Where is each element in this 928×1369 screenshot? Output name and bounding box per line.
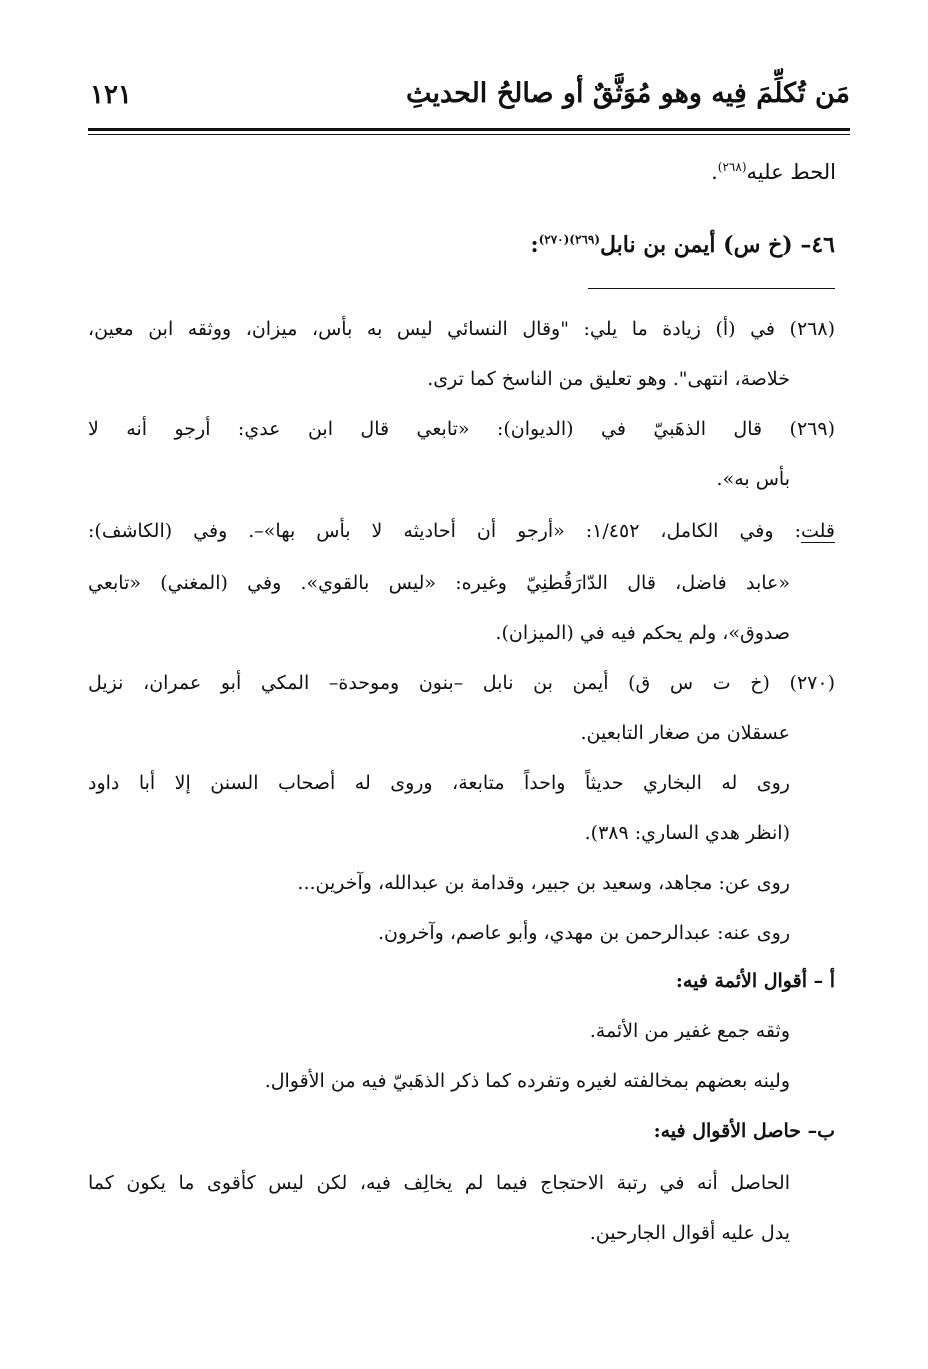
footnote-ref: (٢٦٨) xyxy=(717,160,747,174)
section-a-line-1: وثقه جمع غفير من الأئمة. xyxy=(589,1020,790,1042)
footnote-270-line-3: روى له البخاري حديثاً واحداً متابعة، وروى له أصحاب السنن إلا أبا داود xyxy=(88,772,790,794)
entry-title: ٤٦– (خ س) أيمن بن نابل xyxy=(600,232,835,258)
footnote-269-line-2: بأس به». xyxy=(716,468,790,490)
footnote-269-line-1: (٢٦٩) قال الذهَبيّ في (الديوان): «تابعي قال ابن عدي: أرجو أنه لا xyxy=(88,418,835,440)
section-b-title: ب– حاصل الأقوال فيه: xyxy=(653,1120,835,1142)
qult-text: : وفي الكامل، ١/٤٥٢: «أرجو أن أحاديثه لا بأس بها»–. وفي (الكاشف): xyxy=(88,520,801,542)
footnote-270-line-2: عسقلان من صغار التابعين. xyxy=(580,722,790,744)
body-text-end: . xyxy=(711,160,718,184)
section-b-line-1: الحاصل أنه في رتبة الاحتجاج فيما لم يخالِف فيه، لكن ليس كأقوى ما يكون كما xyxy=(88,1172,790,1194)
footnote-268-line-1: (٢٦٨) في (أ) زيادة ما يلي: "وقال النسائي ليس به بأس، ميزان، ووثقه ابن معين، xyxy=(88,318,835,340)
qult-line-3: صدوق»، ولم يحكم فيه في (الميزان). xyxy=(495,622,790,644)
body-text: الحط عليه xyxy=(746,160,836,184)
footnote-270-line-5: روى عن: مجاهد، وسعيد بن جبير، وقدامة بن عبدالله، وآخرين... xyxy=(297,872,790,894)
footnote-270-line-6: روى عنه: عبدالرحمن بن مهدي، وأبو عاصم، وآخرون. xyxy=(377,922,790,944)
page-number: ١٢١ xyxy=(90,80,132,110)
running-title: مَن تُكلِّمَ فِيه وهو مُوَثَّقٌ أو صالحُ الحديثِ xyxy=(405,78,850,109)
section-a-title: أ – أقوال الأئمة فيه: xyxy=(675,970,835,992)
qult-line-2: «عابد فاضل، قال الدّارَقُطنِيّ وغيره: «ليس بالقوي». وفي (المغني) «تابعي xyxy=(88,572,790,594)
entry-colon: : xyxy=(530,232,539,258)
header-rule-thin xyxy=(88,134,850,135)
section-a-line-2: ولينه بعضهم بمخالفته لغيره وتفرده كما ذكر الذهَبيّ فيه من الأقوال. xyxy=(264,1070,790,1092)
qult-label: قلت xyxy=(800,520,835,542)
body-line-1 xyxy=(711,160,836,185)
entry-footnote-refs: (٢٦٩)(٢٧٠) xyxy=(538,232,600,247)
page-header xyxy=(88,72,850,130)
footnote-268-line-2: خلاصة، انتهى". وهو تعليق من الناسخ كما ترى. xyxy=(427,368,790,390)
footnote-270-line-4: (انظر هدي الساري: ٣٨٩). xyxy=(584,822,790,844)
footnote-270-line-1: (٢٧٠) (خ ت س ق) أيمن بن نابل –بنون وموحدة– المكي أبو عمران، نزيل xyxy=(88,672,835,694)
entry-heading xyxy=(530,232,835,258)
qult-line-1 xyxy=(88,520,835,543)
section-b-line-2: يدل عليه أقوال الجارحين. xyxy=(589,1222,790,1244)
header-rule-thick xyxy=(88,128,850,131)
footnote-separator xyxy=(588,288,835,289)
